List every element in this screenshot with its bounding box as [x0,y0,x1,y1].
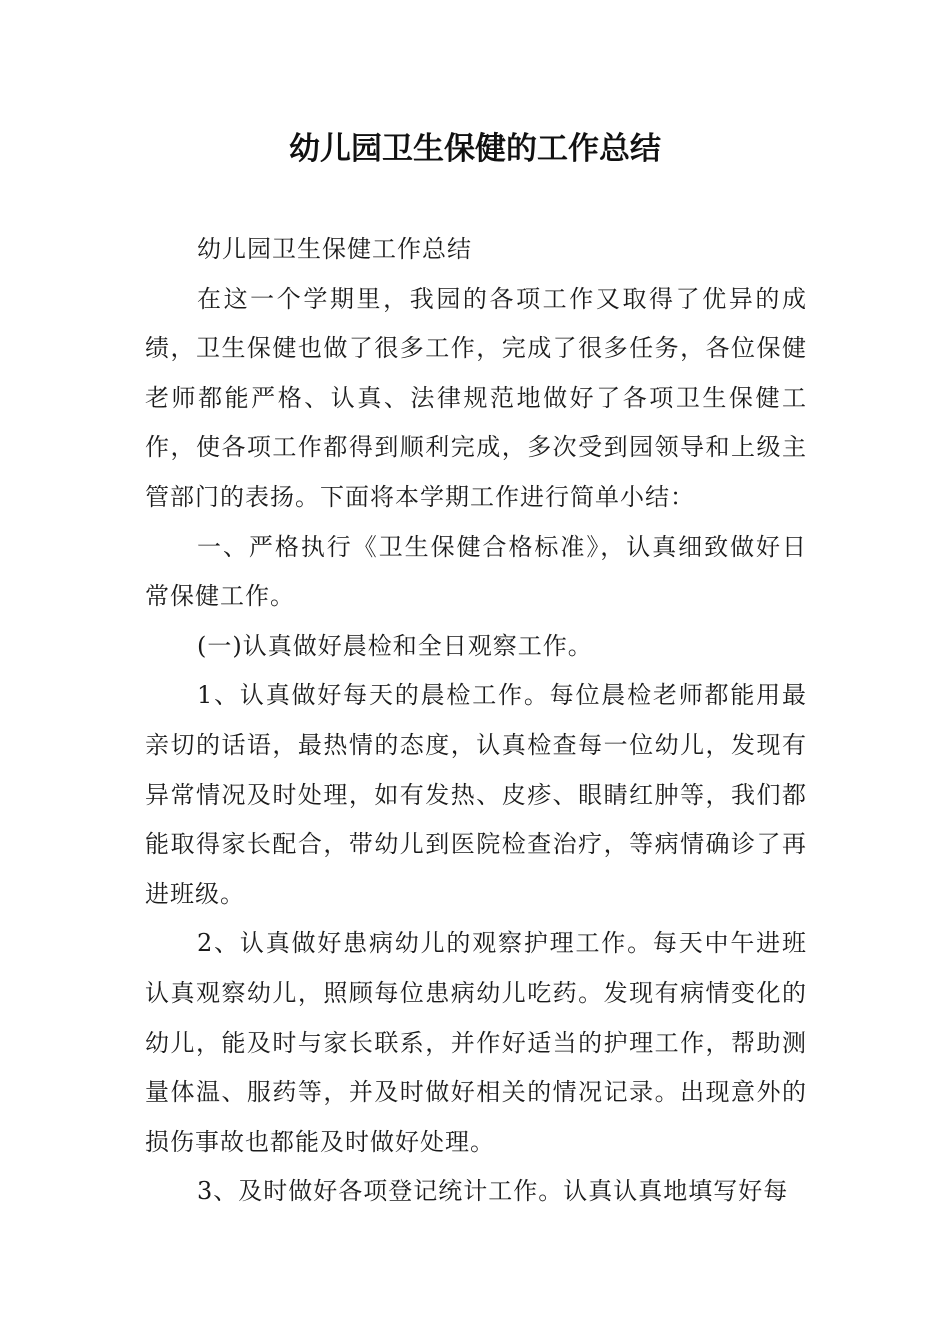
paragraph-intro: 在这一个学期里，我园的各项工作又取得了优异的成绩，卫生保健也做了很多工作，完成了很多任务，各位保健老师都能严格、认真、法律规范地做好了各项卫生保健工作，使各项工作都得到顺利完成，多次受到园领导和上级主管部门的表扬。下面将本学期工作进行简单小结： [145,284,807,511]
paragraph-item-2: 2、认真做好患病幼儿的观察护理工作。每天中午进班认真观察幼儿，照顾每位患病幼儿吃药。发现有病情变化的幼儿，能及时与家长联系，并作好适当的护理工作，帮助测量体温、服药等，并及时做好相关的情况记录。出现意外的损伤事故也都能及时做好处理。 [145,929,807,1156]
document-body [145,225,807,1217]
paragraph-subtitle: 幼儿园卫生保健工作总结 [197,235,472,263]
document-title: 幼儿园卫生保健的工作总结 [289,131,661,167]
paragraph-subsection-heading: (一)认真做好晨检和全日观察工作。 [197,631,593,660]
paragraph-item-3: 3、及时做好各项登记统计工作。认真认真地填写好每 [197,1177,789,1206]
paragraph-item-1: 1、认真做好每天的晨检工作。每位晨检老师都能用最亲切的话语，最热情的态度，认真检查每一位幼儿，发现有异常情况及时处理，如有发热、皮疹、眼睛红肿等，我们都能取得家长配合，带幼儿到医院检查治疗，等病情确诊了再进班级。 [145,681,807,908]
paragraph-section-heading: 一、严格执行《卫生保健合格标准》，认真细致做好日常保健工作。 [145,532,807,611]
